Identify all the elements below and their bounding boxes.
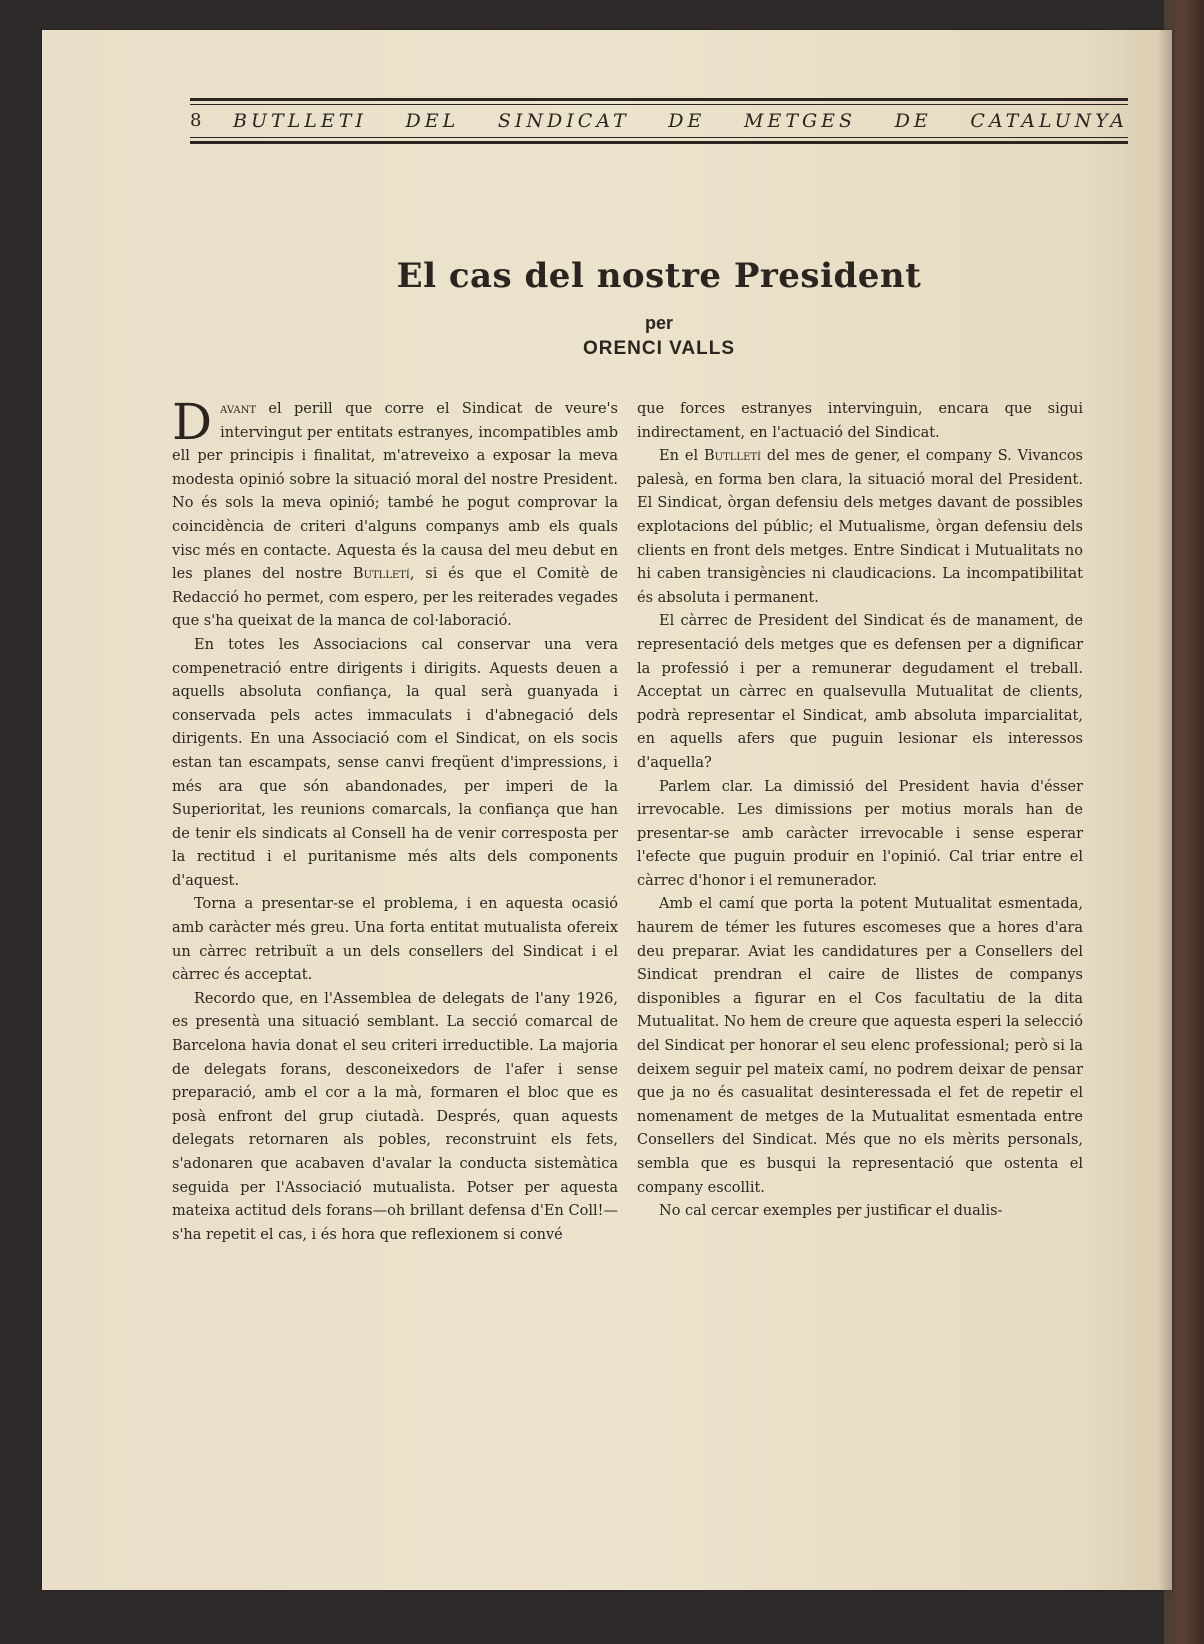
right-column xyxy=(637,398,1083,1224)
byline-per: per xyxy=(644,313,673,333)
journal-page xyxy=(42,30,1172,1590)
header-rule-bottom-thin xyxy=(190,137,1128,138)
lead-in: avant xyxy=(220,401,257,417)
left-column xyxy=(172,393,618,1247)
running-title: BUTLLETI DEL SINDICAT DE METGES DE CATALUNYA xyxy=(233,110,1128,132)
header-rule-top-thin xyxy=(190,104,1128,105)
header-rule-bottom xyxy=(190,141,1128,144)
page-number: 8 xyxy=(190,110,202,131)
paragraph xyxy=(172,393,618,634)
paragraph-text: el perill que corre el Sindicat de veure's intervingut per entitats estranyes, incompatibles amb ell per principis i finalitat, m'atreveixo a exposar la meva modesta opinió sobre la situació moral del nostre President. No és sols la meva opinió; també he pogut comprovar la coincidència de criteri d'alguns companys amb els quals visc més en contacte. Aquesta és la causa del meu debut en les planes del nostre xyxy=(172,401,618,583)
article-author: ORENCI VALLS xyxy=(582,338,736,359)
header-rule-top xyxy=(190,98,1128,101)
article-title: El cas del nostre President xyxy=(396,256,922,296)
paragraph xyxy=(637,445,1083,610)
paragraph: Parlem clar. La dimissió del President havia d'ésser irrevocable. Les dimissions per motius morals han de presentar-se amb caràcter irrevocable i sense esperar l'efecte que puguin produir en l'opinió. Cal triar entre el càrrec d'honor i el remunerador. xyxy=(637,778,1083,889)
paragraph: El càrrec de President del Sindicat és de manament, de representació dels metges que es defensen per a dignificar la professió i per a remunerar degudament el treball. Acceptat un càrrec en qualsevulla Mutualitat de clients, podrà representar el Sindicat, amb absoluta imparcialitat, en aquells afers que puguin lesionar els interessos d'aquella? xyxy=(637,613,1083,771)
paragraph: que forces estranyes intervinguin, encara que sigui indirectament, en l'actuació del Sindicat. xyxy=(637,401,1083,441)
publication-name: Butlletí xyxy=(704,448,761,465)
paragraph: Recordo que, en l'Assemblea de delegats de l'any 1926, es presentà una situació semblant. La secció comarcal de Barcelona havia donat el seu criteri irreductible. La majoria de delegats forans, desconeixedors de l'afer i sense preparació, amb el cor a la mà, formaren el bloc que es posà enfront del grup ciutadà. Després, quan aquests delegats retornaren als pobles, reconstruint els fets, s'adonaren que acabaven d'avalar la conducta sistemàtica seguida per l'Associació mutualista. Potser per aquesta mateixa actitud dels forans—oh brillant defensa d'En Coll!—s'ha repetit el cas, i és hora que reflexionem si convé xyxy=(172,990,618,1243)
running-header xyxy=(190,106,1128,136)
paragraph-text: del mes de gener, el company S. Vivancos palesà, en forma ben clara, la situació moral del President. El Sindicat, òrgan defensiu dels metges davant de possibles explotacions del públic; el Mutualisme, òrgan defensiu dels clients en front dels metges. Entre Sindicat i Mutualitats no hi caben transigències ni claudicacions. La incompatibilitat és absoluta i permanent. xyxy=(637,448,1083,606)
paragraph: Torna a presentar-se el problema, i en aquesta ocasió amb caràcter més greu. Una forta entitat mutualista ofereix un càrrec retribuït a un dels consellers del Sindicat i el càrrec és acceptat. xyxy=(172,896,618,984)
drop-cap: D xyxy=(172,393,213,451)
paragraph: En totes les Associacions cal conservar una vera compenetració entre dirigents i dirigits. Aquests deuen a aquells absoluta confiança, la qual serà guanyada i conservada pels actes immaculats i d'abnegació dels dirigents. En una Associació com el Sindicat, on els socis estan tan escampats, sense canvi freqüent d'impressions, i més ara que són abandonades, per imperi de la Superioritat, les reunions comarcals, la confiança que han de tenir els sindicats al Consell ha de venir corresposta per la rectitud i el puritanisme més alts dels components d'aquest. xyxy=(172,636,618,889)
paragraph: Amb el camí que porta la potent Mutualitat esmentada, haurem de témer les futures escomeses que a hores d'ara deu preparar. Aviat les candidatures per a Consellers del Sindicat prendran el caire de llistes de companys disponibles a figurar en el Cos facultatiu de la dita Mutualitat. No hem de creure que aquesta esperi la selecció del Sindicat per honorar el seu elenc professional; però si la deixem seguir pel mateix camí, no podrem deixar de pensar que ja no és casualitat desinteressada el fet de repetir el nomenament de metges de la Mutualitat esmentada entre Consellers del Sindicat. Més que no els mèrits personals, sembla que es busqui la representació que ostenta el company escollit. xyxy=(637,896,1083,1196)
paragraph: No cal cercar exemples per justificar el dualis- xyxy=(659,1203,1003,1220)
paragraph-text: , si és que el Comitè de Redacció ho permet, com espero, per les reiterades vegades que s'ha queixat de la manca de col·laboració. xyxy=(172,566,618,630)
paragraph-text: En el xyxy=(659,448,705,465)
publication-name: Butlletí xyxy=(352,566,410,583)
